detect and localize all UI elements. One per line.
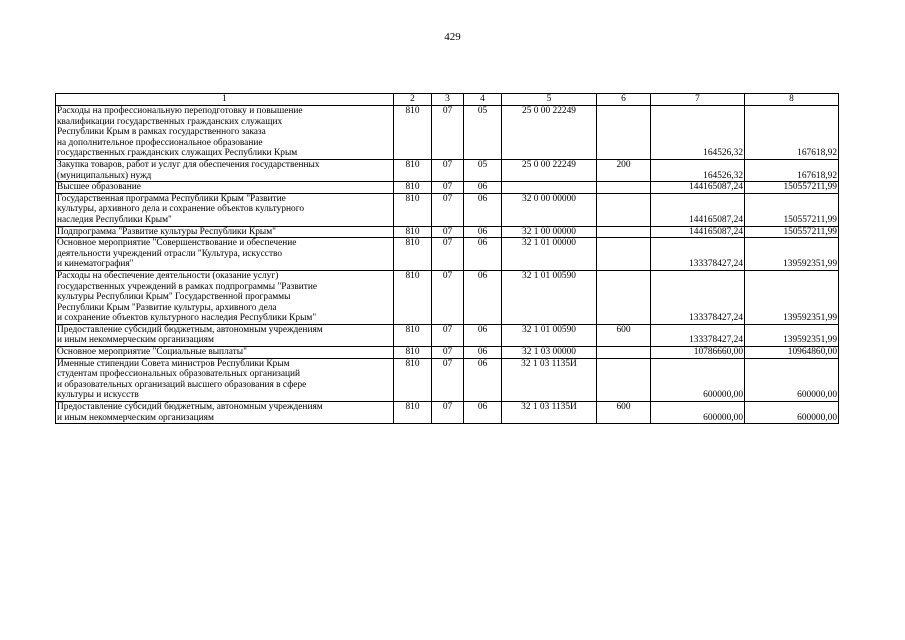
expense-type-code: 600 (597, 402, 651, 424)
ministry-code: 810 (394, 270, 432, 324)
ministry-code: 810 (394, 324, 432, 346)
subsection-code: 06 (464, 193, 502, 226)
amount-year-2: 600000,00 (745, 402, 839, 424)
table-header-row (56, 94, 839, 106)
amount-year-1: 10786660,00 (651, 347, 745, 359)
target-article-code: 32 1 01 00590 (502, 324, 597, 346)
amount-year-1: 133378427,24 (651, 270, 745, 324)
subsection-code: 05 (464, 159, 502, 181)
item-name: Основное мероприятие "Совершенствование и обеспечение деятельности учреждений отрасли "Культура, искусство и кинематография" (56, 238, 394, 271)
target-article-code: 32 1 00 00000 (502, 226, 597, 238)
expense-type-code (597, 347, 651, 359)
table-row (56, 270, 839, 324)
column-header: 2 (394, 94, 432, 106)
amount-year-2: 167618,92 (745, 106, 839, 160)
subsection-code: 06 (464, 270, 502, 324)
table-row (56, 159, 839, 181)
section-code: 07 (432, 106, 464, 160)
amount-year-2: 139592351,99 (745, 238, 839, 271)
ministry-code: 810 (394, 193, 432, 226)
expense-type-code (597, 238, 651, 271)
table-row (56, 238, 839, 271)
amount-year-2: 150557211,99 (745, 182, 839, 194)
expense-type-code (597, 270, 651, 324)
target-article-code: 32 1 01 00590 (502, 270, 597, 324)
table-row (56, 402, 839, 424)
subsection-code: 06 (464, 182, 502, 194)
ministry-code: 810 (394, 159, 432, 181)
subsection-code: 06 (464, 347, 502, 359)
item-name: Закупка товаров, работ и услуг для обеспечения государственных (муниципальных) нужд (56, 159, 394, 181)
amount-year-1: 144165087,24 (651, 226, 745, 238)
ministry-code: 810 (394, 402, 432, 424)
amount-year-2: 139592351,99 (745, 270, 839, 324)
subsection-code: 06 (464, 358, 502, 401)
section-code: 07 (432, 226, 464, 238)
amount-year-1: 144165087,24 (651, 193, 745, 226)
column-header: 6 (597, 94, 651, 106)
table-row (56, 347, 839, 359)
amount-year-1: 164526,32 (651, 159, 745, 181)
section-code: 07 (432, 182, 464, 194)
amount-year-2: 10964860,00 (745, 347, 839, 359)
target-article-code: 32 1 03 1135И (502, 402, 597, 424)
amount-year-2: 600000,00 (745, 358, 839, 401)
column-header: 3 (432, 94, 464, 106)
column-header: 5 (502, 94, 597, 106)
amount-year-1: 133378427,24 (651, 238, 745, 271)
amount-year-1: 133378427,24 (651, 324, 745, 346)
ministry-code: 810 (394, 347, 432, 359)
section-code: 07 (432, 358, 464, 401)
section-code: 07 (432, 193, 464, 226)
table-row (56, 226, 839, 238)
target-article-code: 25 0 00 22249 (502, 159, 597, 181)
page-number: 429 (444, 31, 461, 43)
item-name: Расходы на обеспечение деятельности (оказание услуг) государственных учреждений в рамках подпрограммы "Развитие культуры Республики Крым" Государственной программы Республики Крым "Развитие культуры, архивного дела и сохранение объектов культурного наследия Республики Крым" (56, 270, 394, 324)
expense-type-code (597, 182, 651, 194)
column-header: 7 (651, 94, 745, 106)
column-header: 1 (56, 94, 394, 106)
section-code: 07 (432, 402, 464, 424)
amount-year-2: 139592351,99 (745, 324, 839, 346)
amount-year-2: 150557211,99 (745, 226, 839, 238)
ministry-code: 810 (394, 106, 432, 160)
expense-type-code (597, 358, 651, 401)
target-article-code: 32 0 00 00000 (502, 193, 597, 226)
expense-type-code: 600 (597, 324, 651, 346)
expense-type-code (597, 193, 651, 226)
table-row (56, 358, 839, 401)
target-article-code (502, 182, 597, 194)
column-header: 8 (745, 94, 839, 106)
item-name: Высшее образование (56, 182, 394, 194)
target-article-code: 32 1 03 00000 (502, 347, 597, 359)
amount-year-1: 600000,00 (651, 358, 745, 401)
budget-table (55, 93, 839, 424)
ministry-code: 810 (394, 226, 432, 238)
section-code: 07 (432, 270, 464, 324)
ministry-code: 810 (394, 358, 432, 401)
target-article-code: 32 1 03 1135И (502, 358, 597, 401)
item-name: Именные стипендии Совета министров Республики Крым студентам профессиональных образовательных организаций и образовательных организаций высшего образования в сфере культуры и искусств (56, 358, 394, 401)
subsection-code: 06 (464, 402, 502, 424)
table-row (56, 106, 839, 160)
item-name: Предоставление субсидий бюджетным, автономным учреждениям и иным некоммерческим организациям (56, 324, 394, 346)
ministry-code: 810 (394, 182, 432, 194)
table-row (56, 182, 839, 194)
section-code: 07 (432, 347, 464, 359)
amount-year-2: 150557211,99 (745, 193, 839, 226)
subsection-code: 06 (464, 238, 502, 271)
amount-year-1: 600000,00 (651, 402, 745, 424)
subsection-code: 06 (464, 324, 502, 346)
item-name: Государственная программа Республики Крым "Развитие культуры, архивного дела и сохранение объектов культурного наследия Республики Крым" (56, 193, 394, 226)
target-article-code: 25 0 00 22249 (502, 106, 597, 160)
table-row (56, 193, 839, 226)
subsection-code: 06 (464, 226, 502, 238)
expense-type-code: 200 (597, 159, 651, 181)
item-name: Предоставление субсидий бюджетным, автономным учреждениям и иным некоммерческим организациям (56, 402, 394, 424)
amount-year-1: 164526,32 (651, 106, 745, 160)
table-row (56, 324, 839, 346)
amount-year-1: 144165087,24 (651, 182, 745, 194)
section-code: 07 (432, 238, 464, 271)
column-header: 4 (464, 94, 502, 106)
item-name: Подпрограмма "Развитие культуры Республики Крым" (56, 226, 394, 238)
item-name: Расходы на профессиональную переподготовку и повышение квалификации государственных гражданских служащих Республики Крым в рамках государственного заказа на дополнительное профессиональное образование государственных гражданских служащих Республики Крым (56, 106, 394, 160)
expense-type-code (597, 226, 651, 238)
section-code: 07 (432, 159, 464, 181)
expense-type-code (597, 106, 651, 160)
target-article-code: 32 1 01 00000 (502, 238, 597, 271)
subsection-code: 05 (464, 106, 502, 160)
ministry-code: 810 (394, 238, 432, 271)
item-name: Основное мероприятие "Социальные выплаты" (56, 347, 394, 359)
section-code: 07 (432, 324, 464, 346)
amount-year-2: 167618,92 (745, 159, 839, 181)
